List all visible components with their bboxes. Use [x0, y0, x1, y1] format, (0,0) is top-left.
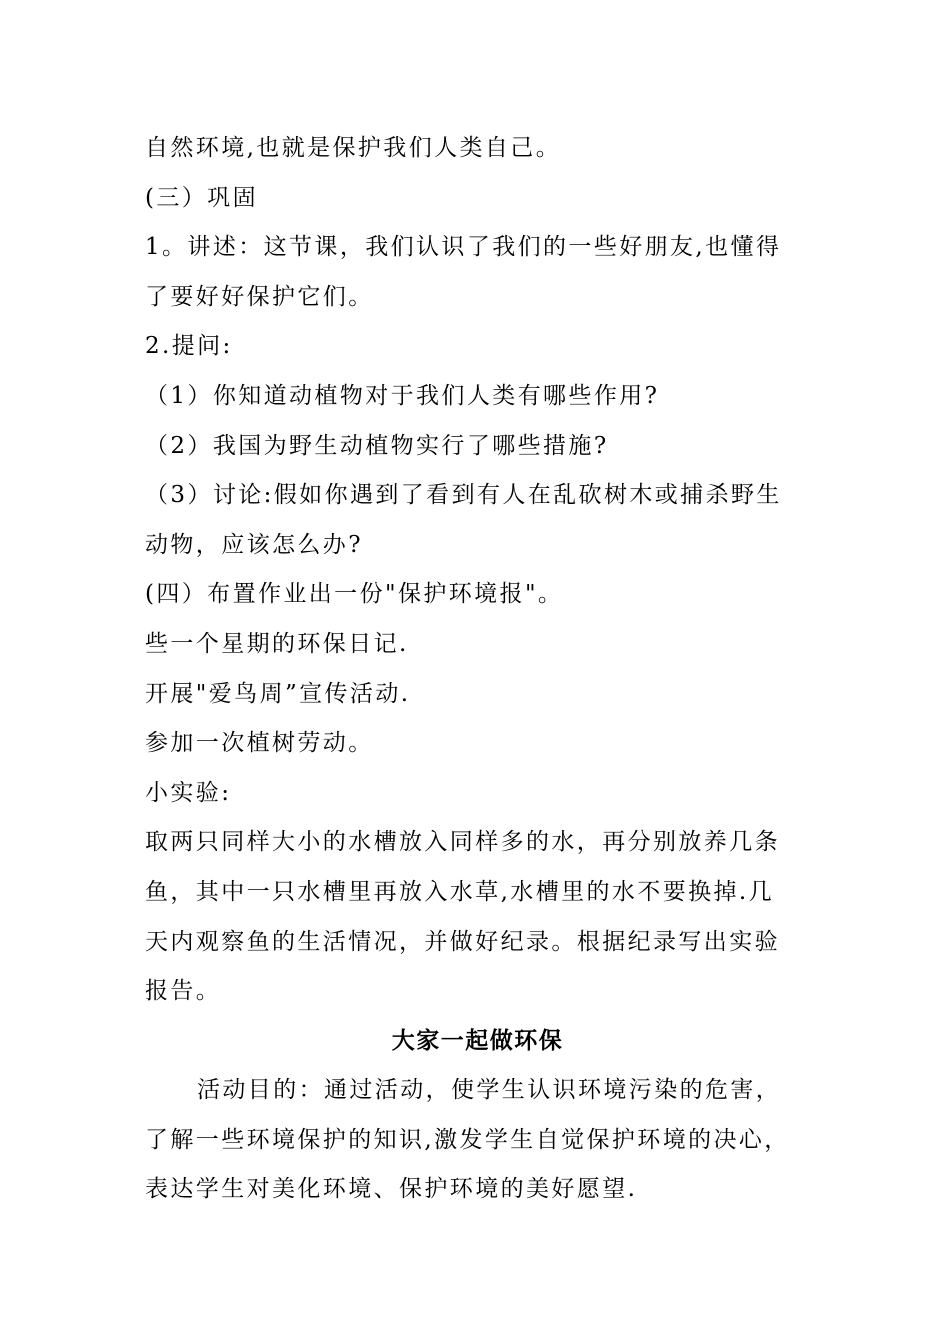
question-1: （1）你知道动植物对于我们人类有哪些作用? [145, 382, 660, 409]
experiment-line-3: 天内观察鱼的生活情况，并做好纪录。根据纪录写出实验 [145, 928, 780, 955]
section-heading-homework: (四）布置作业出一份"保护环境报"。 [145, 581, 564, 608]
experiment-line-4: 报告。 [145, 978, 222, 1005]
body-line-1: 自然环境,也就是保护我们人类自己。 [145, 135, 562, 161]
body-line-questions: 2.提问: [145, 333, 233, 360]
section-heading-consolidate: (三）巩固 [145, 184, 258, 211]
experiment-line-1: 取两只同样大小的水槽放入同样多的水，再分别放养几条 [145, 829, 780, 856]
purpose-line-1: 活动目的：通过活动，使学生认识环境污染的危害， [197, 1077, 782, 1104]
section-title: 大家一起做环保 [391, 1027, 564, 1054]
question-3-line-1: （3）讨论:假如你遇到了看到有人在乱砍树木或捕杀野生 [145, 482, 782, 509]
experiment-line-2: 鱼，其中一只水槽里再放入水草,水槽里的水不要换掉.几 [145, 878, 775, 905]
homework-item-2: 开展"爱鸟周”宣传活动. [145, 680, 411, 707]
homework-item-1: 些一个星期的环保日记. [145, 630, 409, 657]
question-3-line-2: 动物，应该怎么办? [145, 531, 363, 558]
document-body [145, 124, 810, 1215]
question-2: （2）我国为野生动植物实行了哪些措施? [145, 432, 609, 459]
purpose-line-2: 了解一些环境保护的知识,激发学生自觉保护环境的决心， [145, 1126, 790, 1153]
body-line-3: 1。讲述：这节课，我们认识了我们的一些好朋友,也懂得 [145, 234, 782, 261]
experiment-label: 小实验: [145, 779, 232, 806]
homework-item-3: 参加一次植树劳动。 [145, 730, 374, 757]
purpose-line-3: 表达学生对美化环境、保护环境的美好愿望. [145, 1176, 638, 1203]
body-line-4: 了要好好保护它们。 [145, 283, 374, 310]
